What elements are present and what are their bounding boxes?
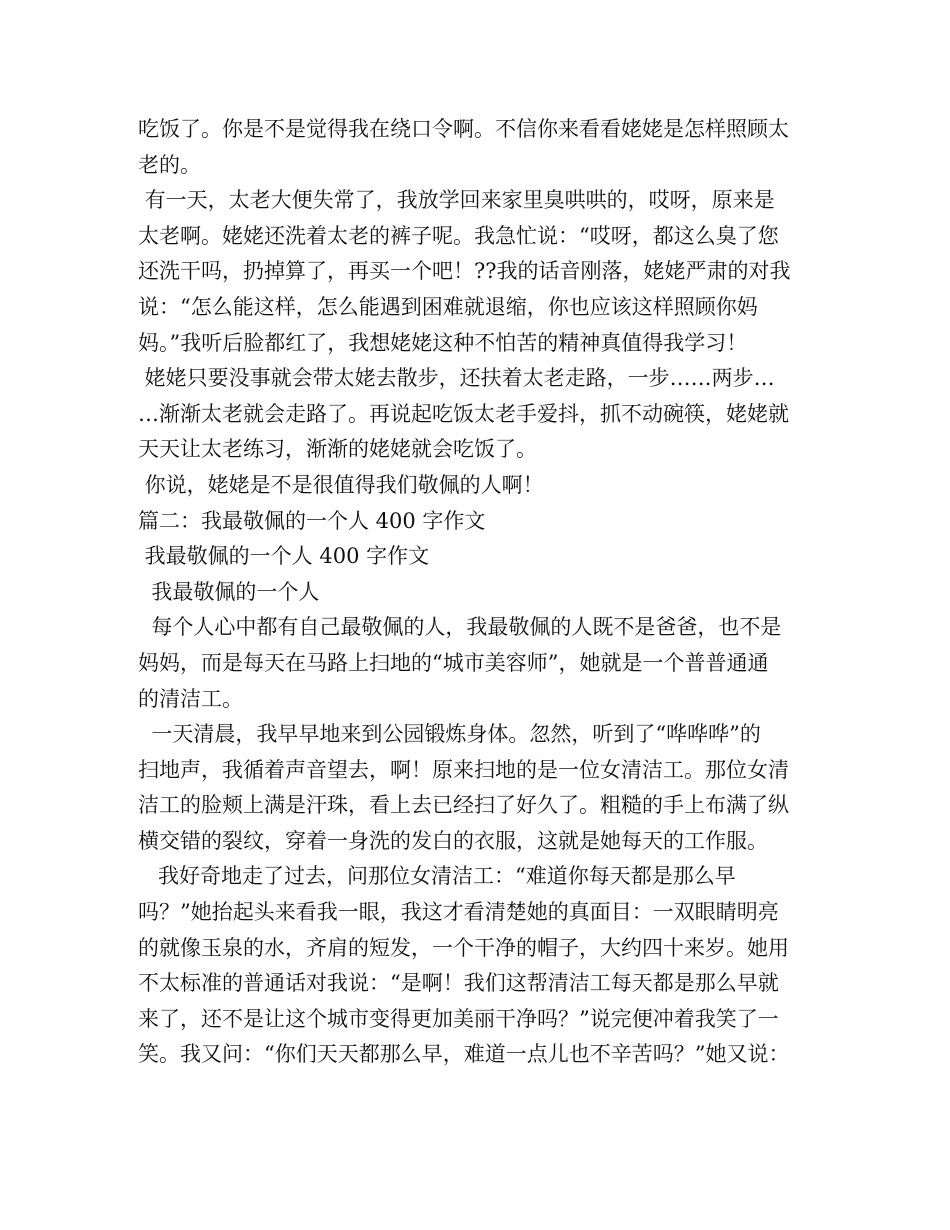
text-line: 来了，还不是让这个城市变得更加美丽干净吗？”说完便冲着我笑了一 bbox=[138, 1006, 779, 1031]
text-line: 一天清晨，我早早地来到公园锻炼身体。忽然，听到了“哗哗哗”的 bbox=[138, 722, 761, 747]
text-line: 每个人心中都有自己最敬佩的人，我最敬佩的人既不是爸爸，也不是 bbox=[138, 615, 782, 640]
text-line: 不太标准的普通话对我说：“是啊！我们这帮清洁工每天都是那么早就 bbox=[138, 971, 779, 996]
text-line: 老的。 bbox=[138, 152, 201, 177]
text-line: 笑。我又问：“你们天天都那么早，难道一点儿也不辛苦吗？”她又说： bbox=[138, 1042, 790, 1067]
text-line: 太老啊。姥姥还洗着太老的裤子呢。我急忙说：“哎呀，都这么臭了您 bbox=[138, 223, 779, 248]
text-line: 天天让太老练习，渐渐的姥姥就会吃饭了。 bbox=[138, 437, 537, 462]
text-line: 妈。”我听后脸都红了，我想姥姥这种不怕苦的精神真值得我学习！ bbox=[138, 330, 748, 355]
text-line: 的就像玉泉的水，齐肩的短发，一个干净的帽子，大约四十来岁。她用 bbox=[138, 935, 789, 960]
text-line: 说：“怎么能这样，怎么能遇到困难就退缩，你也应该这样照顾你妈 bbox=[138, 294, 758, 319]
text-line: 你说，姥姥是不是很值得我们敬佩的人啊！ bbox=[138, 472, 544, 497]
text-line: 吗？”她抬起头来看我一眼，我这才看清楚她的真面目：一双眼睛明亮 bbox=[138, 900, 779, 925]
text-line: 妈妈，而是每天在马路上扫地的“城市美容师”，她就是一个普普通通 bbox=[138, 650, 769, 675]
essay-subtitle: 我最敬佩的一个人 bbox=[138, 579, 320, 604]
section-heading: 篇二：我最敬佩的一个人 400 字作文 bbox=[138, 508, 486, 533]
text-line: 我好奇地走了过去，问那位女清洁工：“难道你每天都是那么早 bbox=[138, 864, 736, 889]
document-body bbox=[138, 112, 828, 1073]
essay-title: 我最敬佩的一个人 400 字作文 bbox=[138, 544, 430, 569]
text-line: 吃饭了。你是不是觉得我在绕口令啊。不信你来看看姥姥是怎样照顾太 bbox=[138, 117, 789, 141]
text-line: 有一天，太老大便失常了，我放学回来家里臭哄哄的，哎呀，原来是 bbox=[138, 188, 775, 213]
text-line: 洁工的脸颊上满是汗珠，看上去已经扫了好久了。粗糙的手上布满了纵 bbox=[138, 793, 789, 818]
text-line: 还洗干吗，扔掉算了，再买一个吧！??我的话音刚落，姥姥严肃的对我 bbox=[138, 259, 791, 284]
text-line: 的清洁工。 bbox=[138, 686, 243, 711]
text-line: 姥姥只要没事就会带太姥去散步，还扶着太老走路，一步……两步… bbox=[138, 366, 775, 391]
text-line: 扫地声，我循着声音望去，啊！原来扫地的是一位女清洁工。那位女清 bbox=[138, 757, 789, 782]
text-line: …渐渐太老就会走路了。再说起吃饭太老手爱抖，抓不动碗筷，姥姥就 bbox=[138, 401, 789, 426]
text-line: 横交错的裂纹，穿着一身洗的发白的衣服，这就是她每天的工作服。 bbox=[138, 828, 768, 853]
